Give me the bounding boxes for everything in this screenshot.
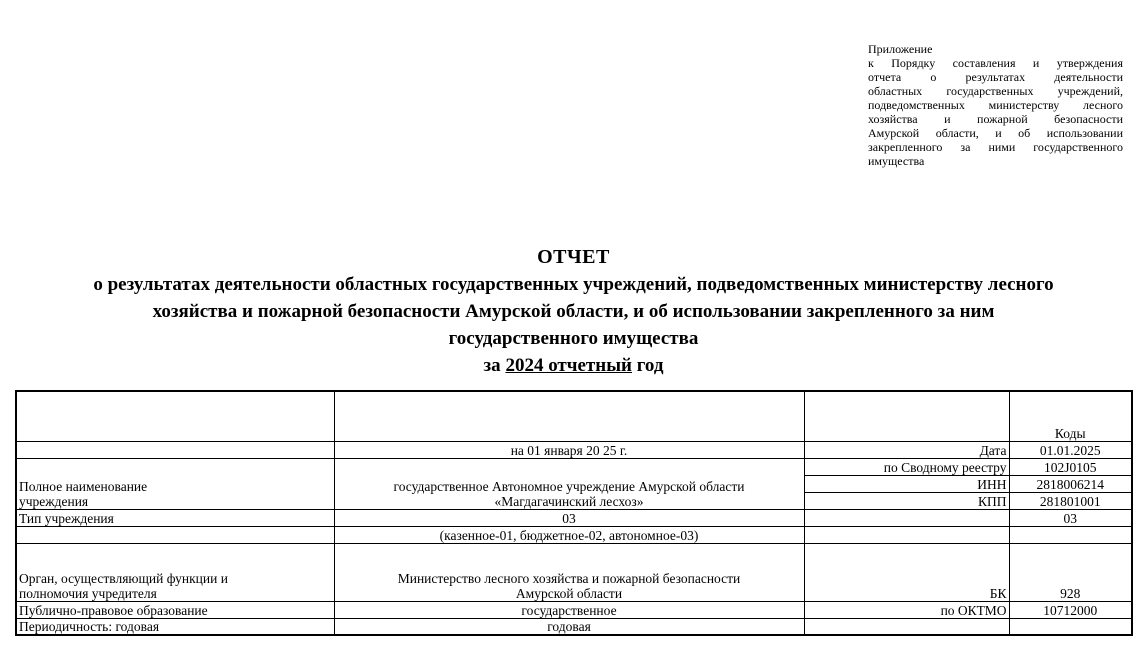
report-period — [0, 352, 1147, 379]
appendix-line: отчета о результатах деятельности — [868, 70, 1123, 84]
full-name-label-line: учреждения — [19, 493, 89, 509]
bk-code: 928 — [1009, 543, 1132, 601]
table-row — [16, 441, 1132, 458]
appendix-line: Приложение — [868, 42, 933, 56]
table-cell — [16, 526, 334, 543]
table-row — [16, 543, 1132, 601]
date-text: на 01 января 20 25 г. — [334, 441, 804, 458]
date-code: 01.01.2025 — [1009, 441, 1132, 458]
report-subtitle-line: о результатах деятельности областных государственных учреждений, подведомственных министерству лесного — [93, 274, 1054, 295]
founder-label-line: Орган, осуществляющий функции и — [19, 570, 228, 586]
table-cell — [16, 441, 334, 458]
founder-label — [16, 543, 334, 601]
type-value: 03 — [334, 509, 804, 526]
type-code: 03 — [1009, 509, 1132, 526]
kpp-code: 281801001 — [1009, 492, 1132, 509]
report-header-table — [15, 390, 1133, 636]
ppo-value: государственное — [334, 601, 804, 618]
periodicity-label: Периодичность: годовая — [16, 618, 334, 635]
table-cell — [1009, 526, 1132, 543]
report-subtitle-line: государственного имущества — [448, 328, 699, 349]
report-title — [0, 244, 1147, 379]
date-label: Дата — [804, 441, 1009, 458]
appendix-line: областных государственных учреждений, — [868, 84, 1123, 98]
table-row — [16, 391, 1132, 441]
table-cell — [1009, 618, 1132, 635]
ppo-label: Публично-правовое образование — [16, 601, 334, 618]
codes-header: Коды — [1009, 391, 1132, 441]
table-cell — [804, 526, 1009, 543]
full-name-label-line: Полное наименование — [19, 478, 148, 494]
table-row — [16, 601, 1132, 618]
appendix-line: хозяйства и пожарной безопасности — [868, 112, 1123, 126]
table-row — [16, 509, 1132, 526]
founder-value-line: Амурской области — [515, 585, 623, 601]
registry-code: 102J0105 — [1009, 458, 1132, 475]
report-subtitle-line: хозяйства и пожарной безопасности Амурской области, и об использовании закрепленного за ним — [152, 301, 995, 322]
periodicity-value: годовая — [334, 618, 804, 635]
founder-value-line: Министерство лесного хозяйства и пожарной безопасности — [397, 570, 741, 586]
table-cell — [804, 509, 1009, 526]
table-cell — [804, 618, 1009, 635]
full-name-label — [16, 458, 334, 509]
inn-code: 2818006214 — [1009, 475, 1132, 492]
appendix-line: к Порядку составления и утверждения — [868, 56, 1123, 70]
period-value: 2024 отчетный — [505, 355, 632, 376]
full-name-value — [334, 458, 804, 509]
bk-label: БК — [804, 543, 1009, 601]
founder-value — [334, 543, 804, 601]
appendix-line: имущества — [868, 154, 925, 168]
report-heading: ОТЧЕТ — [537, 246, 610, 268]
table-cell — [16, 391, 334, 441]
table-cell — [804, 391, 1009, 441]
period-suffix: год — [631, 355, 664, 376]
type-hint: (казенное-01, бюджетное-02, автономное-03) — [334, 526, 804, 543]
full-name-value-line: «Магдагачинский лесхоз» — [494, 493, 644, 509]
appendix-line: закрепленного за ними государственного — [868, 140, 1123, 154]
table-row — [16, 618, 1132, 635]
appendix-line: подведомственных министерству лесного — [868, 98, 1123, 112]
registry-label: по Сводному реестру — [804, 458, 1009, 475]
table-row — [16, 458, 1132, 475]
table-row — [16, 526, 1132, 543]
oktmo-label: по ОКТМО — [804, 601, 1009, 618]
period-prefix: за — [483, 355, 506, 376]
full-name-value-line: государственное Автономное учреждение Амурской области — [393, 478, 745, 494]
table-cell — [334, 391, 804, 441]
oktmo-code: 10712000 — [1009, 601, 1132, 618]
appendix-note — [868, 42, 1123, 168]
inn-label: ИНН — [804, 475, 1009, 492]
founder-label-line: полномочия учредителя — [19, 585, 157, 601]
kpp-label: КПП — [804, 492, 1009, 509]
type-label: Тип учреждения — [16, 509, 334, 526]
appendix-line: Амурской области, и об использовании — [868, 126, 1123, 140]
